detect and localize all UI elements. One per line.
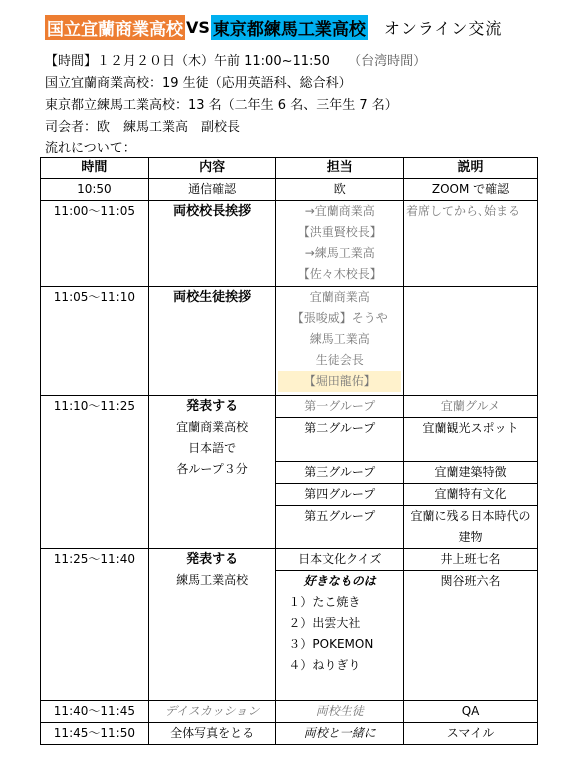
quiz-title: 日本文化クイズ [276,549,404,571]
table-row [41,201,538,287]
quiz-item: １）たこ焼き [288,595,361,609]
cell-content: 両校校長挨拶 [148,201,276,287]
group-topic: 宜蘭建築特徴 [404,462,538,484]
group-name: 第四グループ [276,484,404,506]
person-line: 生徒会長 [315,353,364,367]
cell-desc [404,287,538,396]
group-name: 第二グループ [276,418,404,462]
table-header-row [41,158,538,179]
flow-label: 流れについて： [45,141,136,156]
content-line: 練馬工業高校 [176,573,249,587]
cell-desc: QA [404,701,538,723]
cell-time: 11:40～11:45 [41,701,149,723]
cell-content: 全体写真をとる [148,723,276,745]
schedule-table [40,157,538,745]
time-zone: （台湾時間） [348,54,427,69]
cell-person: 両校生徒 [276,701,404,723]
header-time: 時間 [41,158,149,179]
cell-time: 11:45～11:50 [41,723,149,745]
cell-time: 11:25～11:40 [41,549,149,701]
group-topic: 宜蘭観光スポット [404,418,538,462]
time-line [45,54,426,70]
content-line: 日本語で [188,441,237,455]
cell-content [148,396,276,549]
table-row [41,723,538,745]
cell-person [276,287,404,396]
cell-desc: ZOOM で確認 [404,179,538,201]
group-name: 第一グループ [276,396,404,418]
person-line: 【堀田龍佑】 [278,371,401,392]
header-person: 担当 [276,158,404,179]
header-desc: 説明 [404,158,538,179]
content-line: 発表する [186,399,239,414]
group-topic: 宜蘭グルメ [404,396,538,418]
group-topic: 宜蘭特有文化 [404,484,538,506]
event-title: オンライン交流 [383,18,503,38]
cell-content [148,549,276,701]
content-line: 宜蘭商業高校 [176,420,249,434]
cell-content: デイスカッション [148,701,276,723]
quiz-item: ４）ねりぎり [288,658,361,672]
time-label: 【時間】１２月２０日（木）午前 11:00~11:50 [45,54,330,69]
person-line: →宜蘭商業高 [304,204,375,218]
quiz-item: ３）POKEMON [288,637,374,651]
vs-label: VS [186,17,210,37]
person-line: →練馬工業高 [304,246,375,260]
host-line: 司会者：欧 練馬工業高 副校長 [45,120,241,135]
team-1: 井上班七名 [404,549,538,571]
content-line: 発表する [186,552,239,567]
cell-time: 11:05～11:10 [41,287,149,396]
table-row [41,549,538,571]
cell-time: 10:50 [41,179,149,201]
cell-person [276,201,404,287]
table-row [41,287,538,396]
cell-desc: スマイル [404,723,538,745]
group-name: 第五グループ [276,506,404,549]
content-line: 各ループ３分 [176,462,248,476]
table-row [41,396,538,418]
table-row [41,179,538,201]
person-line: 【張唆威】そうや [291,311,388,325]
school1-students: 国立宜蘭商業高校：19 生徒（応用英語科、総合科） [45,76,352,91]
quiz-item: ２）出雲大社 [288,616,361,630]
cell-person: 両校と一緒に [276,723,404,745]
page-title [45,15,502,39]
person-line: 宜蘭商業高 [309,290,370,304]
school2-title: 東京都練馬工業高校 [211,15,368,40]
header-content: 内容 [148,158,276,179]
cell-content: 通信確認 [148,179,276,201]
group-topic: 宜蘭に残る日本時代の建物 [404,506,538,549]
cell-time: 11:00～11:05 [41,201,149,287]
person-line: 【佐々木校長】 [297,267,382,281]
cell-content: 両校生徒挨拶 [148,287,276,396]
team-2: 関谷班六名 [404,571,538,701]
quiz-fav: 好きなものは [303,574,376,588]
person-line: 練馬工業高 [309,332,370,346]
cell-person: 欧 [276,179,404,201]
group-name: 第三グループ [276,462,404,484]
cell-desc: 着席してから､始まる [404,201,538,287]
person-line: 【洪重賢校長】 [297,225,382,239]
quiz-items [276,571,404,701]
school2-students: 東京都立練馬工業高校：13 名（二年生 6 名、三年生 7 名） [45,98,398,113]
table-row [41,701,538,723]
cell-time: 11:10～11:25 [41,396,149,549]
school1-title: 国立宜蘭商業高校 [45,15,185,40]
